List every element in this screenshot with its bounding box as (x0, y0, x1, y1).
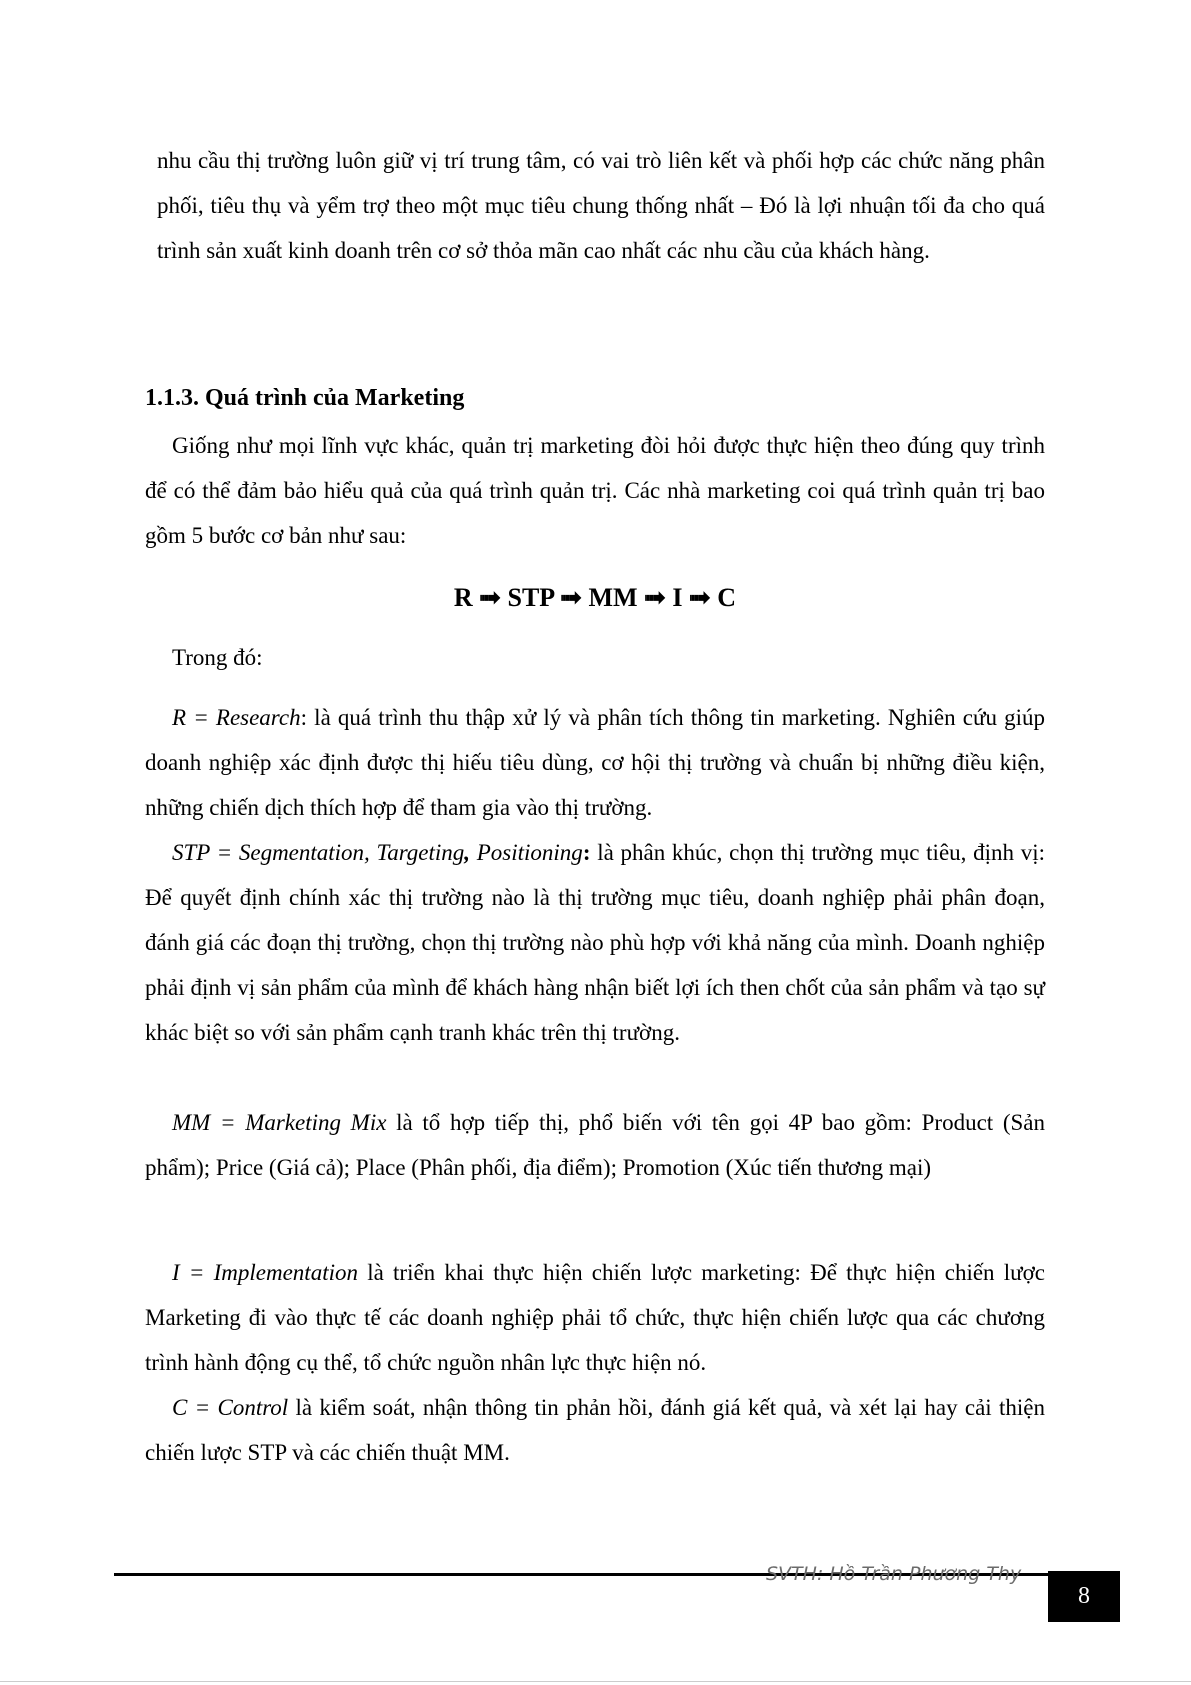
page-number: 8 (1078, 1583, 1090, 1609)
research-paragraph (145, 695, 1045, 830)
stp-text: là phân khúc, chọn thị trường mục tiêu, định vị: Để quyết định chính xác thị trường nào là thị trường mục tiêu, doanh nghiệp phải phân đoạn, đánh giá các đoạn thị trường, chọn thị trường nào phù hợp với khả năng của mình. Doanh nghiệp phải định vị sản phẩm của mình để khách hàng nhận biết lợi ích then chốt của sản phẩm và tạo sự khác biệt so với sản phẩm cạnh tranh khác trên thị trường. (145, 840, 1045, 1045)
section-heading: 1.1.3. Quá trình của Marketing (145, 385, 465, 411)
stp-paragraph (145, 830, 1045, 1055)
page-bottom-edge (0, 1681, 1191, 1682)
research-colon: : (300, 705, 308, 730)
implementation-paragraph (145, 1250, 1045, 1385)
process-formula: R ➟ STP ➟ MM ➟ I ➟ C (453, 583, 737, 612)
page-number-box (1048, 1571, 1120, 1622)
footer-author: SVTH: Hồ Trần Phương Thy (766, 1563, 1022, 1585)
implementation-text: là triển khai thực hiện chiến lược marketing: Để thực hiện chiến lược Marketing đi vào thực tế các doanh nghiệp phải tổ chức, thực hiện chiến lược qua các chương trình hành động cụ thể, tổ chức nguồn nhân lực thực hiện nó. (145, 1260, 1045, 1375)
trong-do-label: Trong đó: (172, 645, 263, 670)
intro-paragraph: nhu cầu thị trường luôn giữ vị trí trung tâm, có vai trò liên kết và phối hợp các chức năng phân phối, tiêu thụ và yểm trợ theo một mục tiêu chung thống nhất – Đó là lợi nhuận tối đa cho quá trình sản xuất kinh doanh trên cơ sở thỏa mãn cao nhất các nhu cầu của khách hàng. (157, 148, 1045, 263)
research-text: là quá trình thu thập xử lý và phân tích thông tin marketing. Nghiên cứu giúp doanh nghiệp xác định được thị hiếu tiêu dùng, cơ hội thị trường và chuẩn bị những điều kiện, những chiến dịch thích hợp để tham gia vào thị trường. (145, 705, 1046, 820)
stp-colon: : (582, 840, 591, 865)
stp-term-a: STP = Segmentation, Targeting (172, 840, 465, 865)
mm-term: MM = Marketing Mix (172, 1110, 387, 1135)
marketing-mix-paragraph (145, 1100, 1045, 1190)
mm-text: là tổ hợp tiếp thị, phổ biến với tên gọi 4P bao gồm: Product (Sản phẩm); Price (Giá cả); Place (Phân phối, địa điểm); Promotion (Xúc tiến thương mại) (145, 1110, 1046, 1180)
control-term: C = Control (172, 1395, 289, 1420)
control-paragraph (145, 1385, 1045, 1475)
stp-term-b: Positioning (470, 840, 583, 865)
control-text: là kiểm soát, nhận thông tin phản hồi, đánh giá kết quả, và xét lại hay cải thiện chiến lược STP và các chiến thuật MM. (145, 1395, 1045, 1465)
implementation-term: I = Implementation (172, 1260, 358, 1285)
stp-comma: , (464, 840, 471, 865)
section-intro-paragraph: Giống như mọi lĩnh vực khác, quản trị marketing đòi hỏi được thực hiện theo đúng quy trình để có thể đảm bảo hiểu quả của quá trình quản trị. Các nhà marketing coi quá trình quản trị bao gồm 5 bước cơ bản như sau: (145, 433, 1045, 548)
research-term: R = Research (172, 705, 301, 730)
